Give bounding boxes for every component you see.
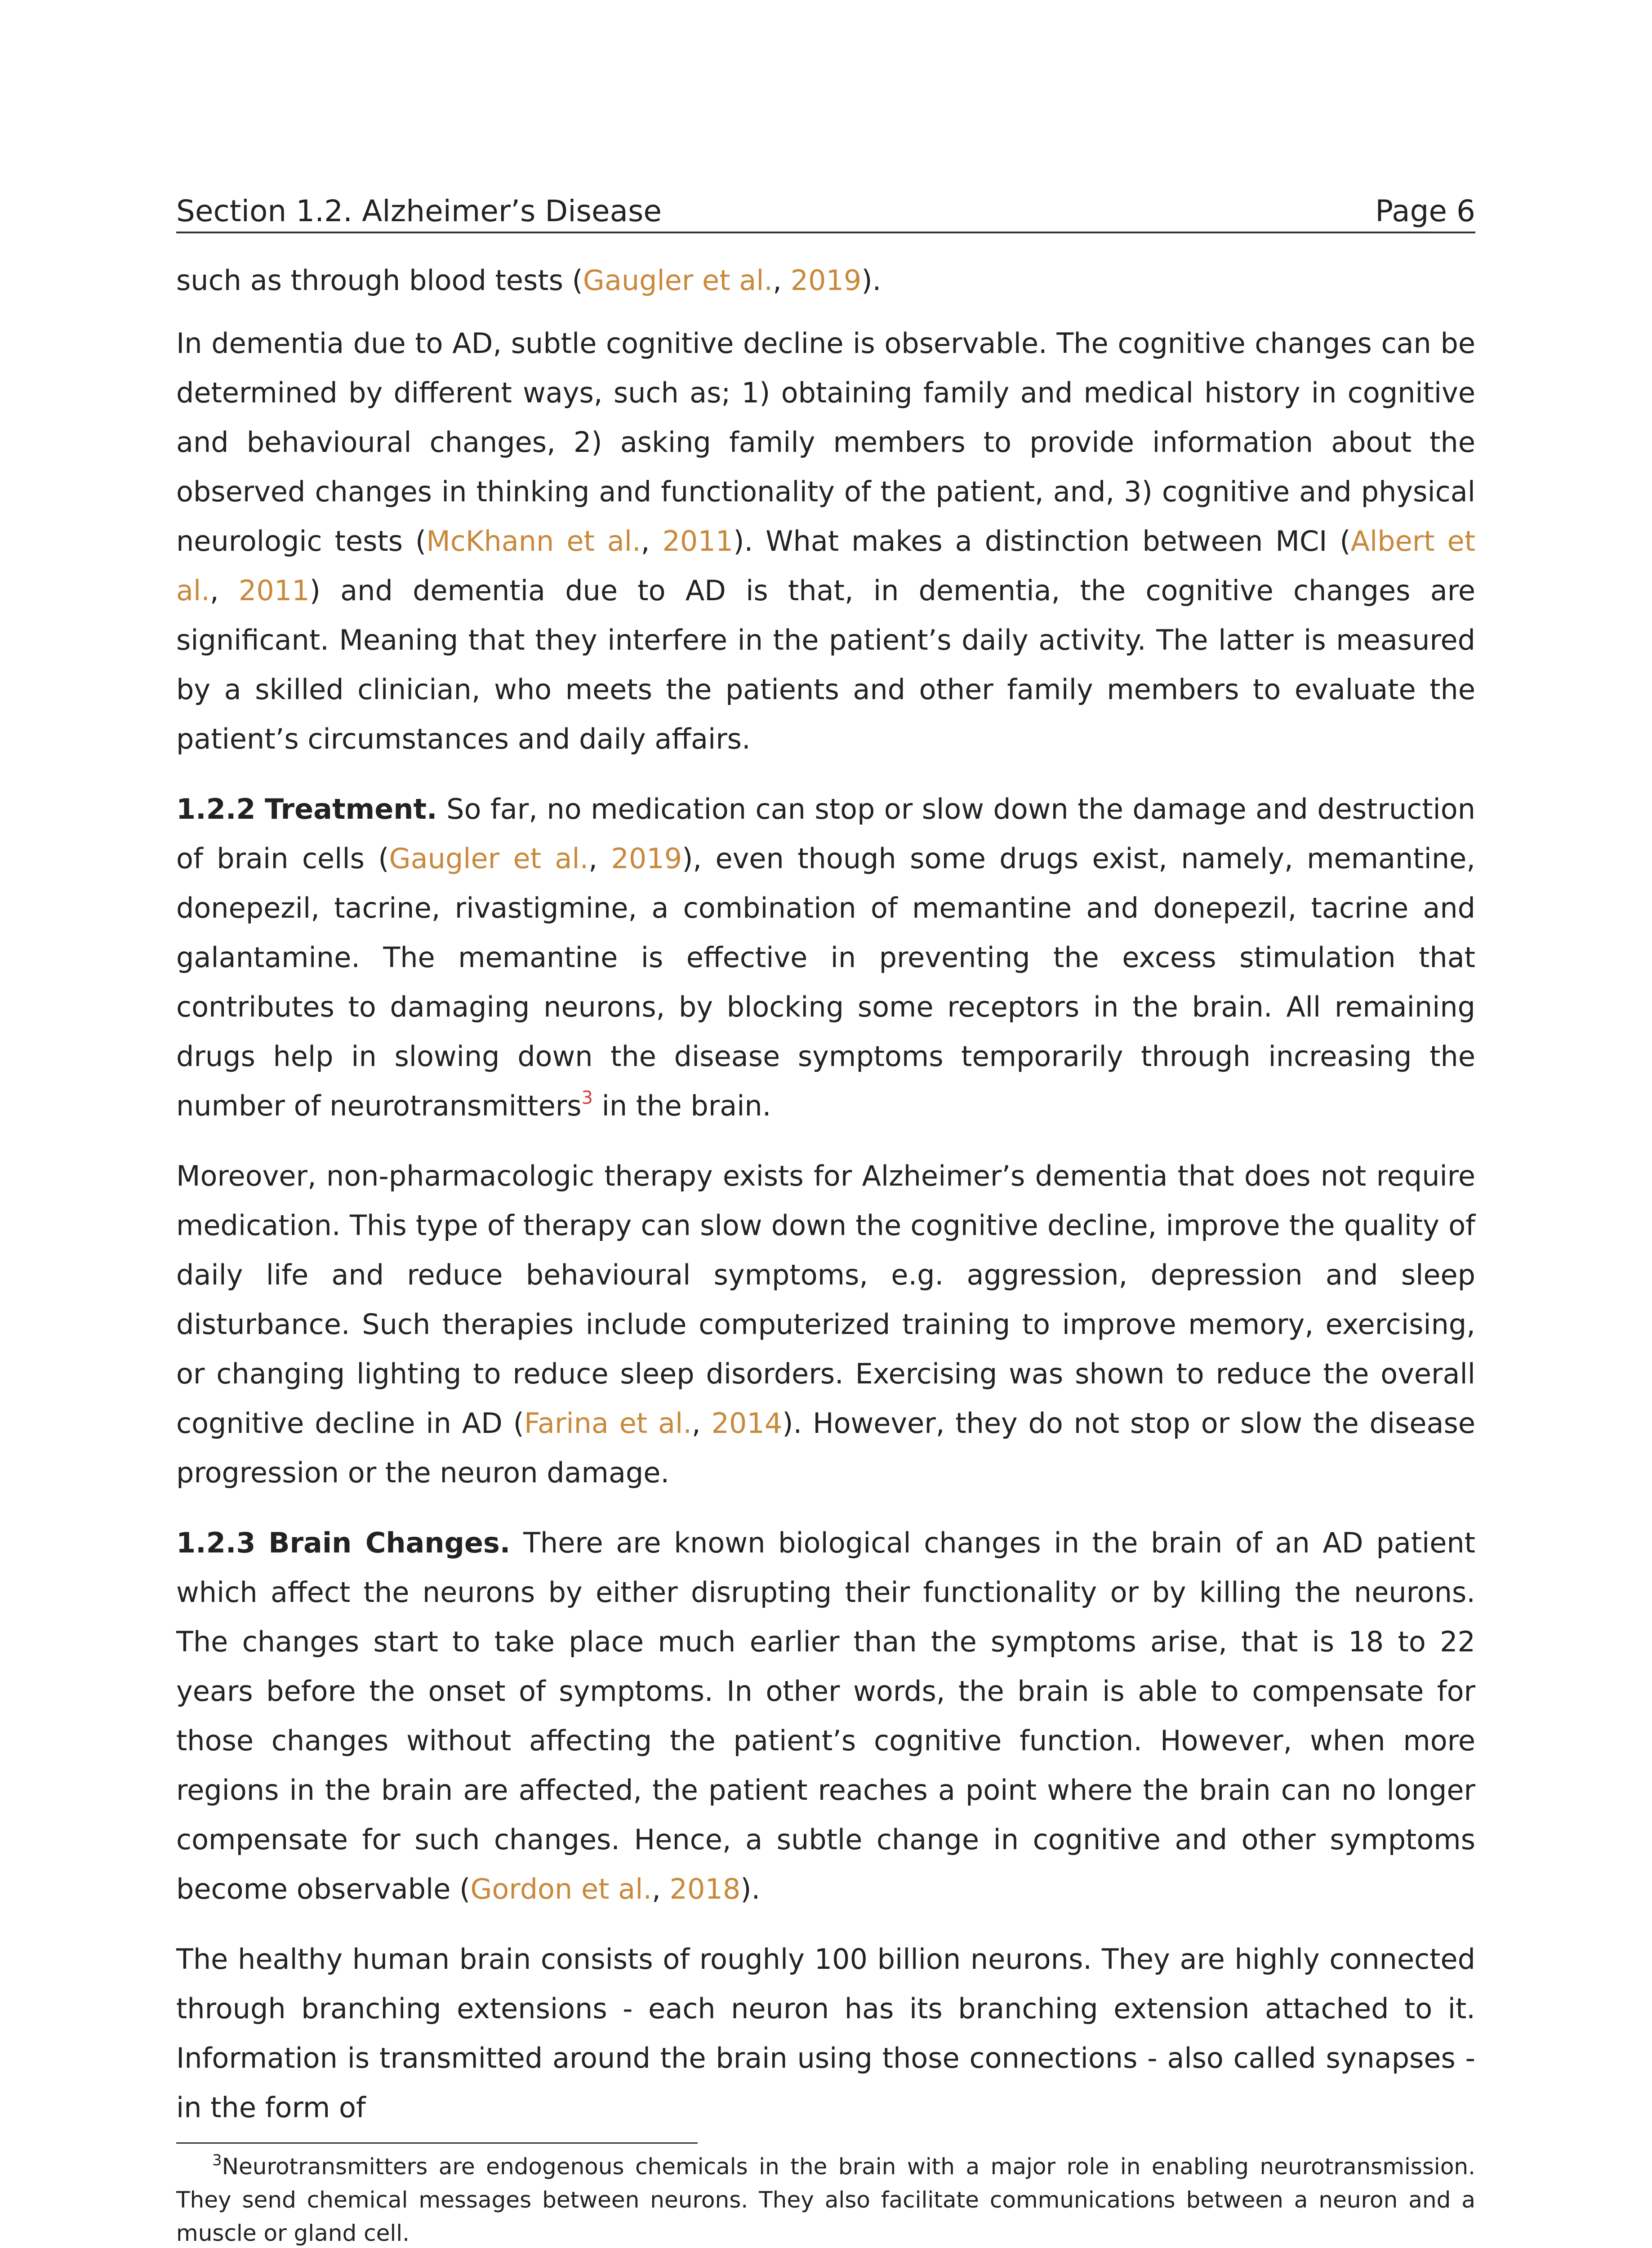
paragraph-continuation: such as through blood tests (Gaugler et al., 2019). bbox=[176, 264, 882, 297]
subsection-title: Treatment. bbox=[265, 793, 437, 825]
paragraph-treatment: 1.2.2 Treatment. So far, no medication can stop or slow down the damage and destruction of brain cells (Gaugler et al., 2019), even though some drugs exist, namely, memantine, donepezil, tacrine, rivastigmine, a combination of memantine and donepezil, tacrine and galantamine. The memantine is effective in preventing the excess stimulation that contributes to damaging neurons, by blocking some receptors in the brain. All remaining drugs help in slowing down the disease symptoms temporarily through increasing the number of neurotransmitters$^3$ in the brain. bbox=[176, 793, 1475, 1122]
citation-link[interactable]: Farina et al. bbox=[524, 1407, 692, 1440]
paragraph-nonpharmacologic: Moreover, non-pharmacologic therapy exists for Alzheimer’s dementia that does not require medication. This type of therapy can slow down the cognitive decline, improve the quality of daily life and reduce behavioural symptoms, e.g. aggression, depression and sleep disturbance. Such therapies include computerized training to improve memory, exercising, or changing lighting to reduce sleep disorders. Exercising was shown to reduce the overall cognitive decline in AD (Farina et al., 2014). However, they do not stop or slow the disease progression or the neuron damage. bbox=[176, 1160, 1476, 1489]
citation-year-link[interactable]: 2018 bbox=[669, 1873, 741, 1905]
paragraph-brain-changes: 1.2.3 Brain Changes. There are known biological changes in the brain of an AD patient which affect the neurons by either disrupting their functionality or by killing the neurons. The changes start to take place much earlier than the symptoms arise, that is 18 to 22 years before the onset of symptoms. In other words, the brain is able to compensate for those changes without affecting the patient’s cognitive function. However, when more regions in the brain are affected, the patient reaches a point where the brain can no longer compensate for such changes. Hence, a subtle change in cognitive and other symptoms become observable (Gordon et al., 2018). bbox=[176, 1526, 1475, 1905]
citation-link[interactable]: Gaugler et al. bbox=[389, 842, 589, 875]
footnote-number: 3 bbox=[212, 2151, 222, 2169]
citation-link[interactable]: Albert et al. bbox=[176, 525, 1475, 607]
citation-year-link[interactable]: 2011 bbox=[238, 574, 310, 607]
running-header bbox=[176, 191, 1475, 233]
footnote-divider bbox=[176, 2142, 698, 2144]
body-text bbox=[176, 256, 1475, 2248]
citation-year-link[interactable]: 2019 bbox=[611, 842, 682, 875]
paragraph-dementia: In dementia due to AD, subtle cognitive decline is observable. The cognitive changes can be determined by different ways, such as; 1) obtaining family and medical history in cognitive and behavioural changes, 2) asking family members to provide information about the observed changes in thinking and functionality of the patient, and, 3) cognitive and physical neurologic tests (McKhann et al., 2011). What makes a distinction between MCI (Albert et al., 2011) and dementia due to AD is that, in dementia, the cognitive changes are significant. Meaning that they interfere in the patient’s daily activity. The latter is measured by a skilled clinician, who meets the patients and other family members to evaluate the patient’s circumstances and daily affairs. bbox=[176, 327, 1475, 755]
subsection-number: 1.2.2 bbox=[176, 793, 256, 825]
footnote bbox=[176, 2150, 1475, 2248]
header-page-number: Page 6 bbox=[1375, 194, 1475, 228]
subsection-title: Brain Changes. bbox=[268, 1526, 511, 1559]
citation-year-link[interactable]: 2011 bbox=[662, 525, 734, 558]
footnote-text: Neurotransmitters are endogenous chemicals in the brain with a major role in enabling neurotransmission. They send chemical messages between neurons. They also facilitate communications between a neuron and a muscle or gland cell. bbox=[176, 2154, 1475, 2246]
citation-year-link[interactable]: 2019 bbox=[790, 264, 862, 297]
citation-link[interactable]: Gordon et al. bbox=[470, 1873, 652, 1905]
citation-year-link[interactable]: 2014 bbox=[711, 1407, 783, 1440]
header-section-title: Section 1.2. Alzheimer’s Disease bbox=[176, 194, 662, 228]
subsection-number: 1.2.3 bbox=[176, 1526, 256, 1559]
document-page bbox=[176, 191, 1475, 2248]
footnote-marker-link[interactable]: 3 bbox=[581, 1088, 593, 1108]
citation-link[interactable]: Gaugler et al. bbox=[583, 264, 773, 297]
citation-link[interactable]: McKhann et al. bbox=[426, 525, 641, 558]
paragraph-healthy-brain: The healthy human brain consists of roughly 100 billion neurons. They are highly connected through branching extensions - each neuron has its branching extension attached to it. Information is transmitted around the brain using those connections - also called synapses - in the form of bbox=[176, 1943, 1475, 2124]
